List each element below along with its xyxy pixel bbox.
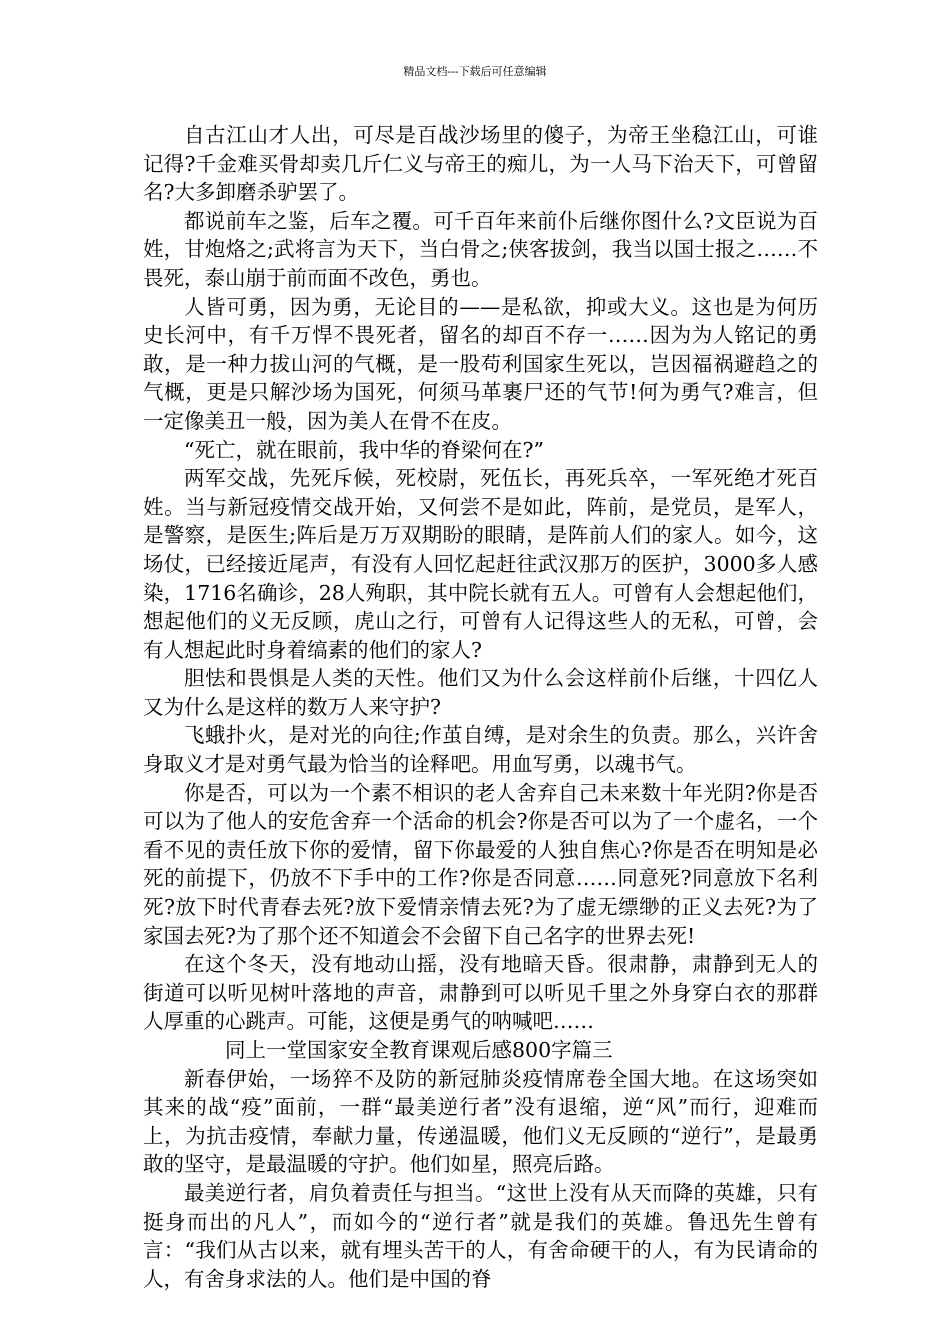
paragraph: 在这个冬天，没有地动山摇，没有地暗天昏。很肃静，肃静到无人的街道可以听见树叶落地的声音，肃静到可以听见千里之外身穿白衣的那群人厚重的心跳声。可能，这便是勇气的呐喊吧…… [143, 952, 818, 1034]
paragraph: 自古江山才人出，可尽是百战沙场里的傻子，为帝王坐稳江山，可谁记得?千金难买骨却卖几斤仁义与帝王的痴儿，为一人马下治天下，可曾留名?大多卸磨杀驴罢了。 [143, 123, 818, 205]
paragraph: 两军交战，先死斥候，死校尉，死伍长，再死兵卒，一军死绝才死百姓。当与新冠疫情交战开始，又何尝不是如此，阵前，是党员，是军人，是警察，是医生;阵后是万万双期盼的眼睛，是阵前人们的家人。如今，这场仗，已经接近尾声，有没有人回忆起赶往武汉那万的医护，3000多人感染，1716名确诊，28人殉职，其中院长就有五人。可曾有人会想起他们，想起他们的义无反顾，虎山之行，可曾有人记得这些人的无私，可曾，会有人想起此时身着缟素的他们的家人? [143, 466, 818, 662]
paragraph: “死亡，就在眼前，我中华的脊梁何在?” [184, 437, 544, 462]
paragraph: 胆怯和畏惧是人类的天性。他们又为什么会这样前仆后继，十四亿人又为什么是这样的数万人来守护? [143, 666, 818, 719]
document-body [143, 121, 818, 1293]
paragraph: 人皆可勇，因为勇，无论目的——是私欲，抑或大义。这也是为何历史长河中，有千万悍不畏死者，留名的却百不存一……因为为人铭记的勇敢，是一种力拔山河的气概，是一股苟利国家生死以，岂因福祸避趋之的气概，更是只解沙场为国死，何须马革裹尸还的气节!何为勇气?难言，但一定像美丑一般，因为美人在骨不在皮。 [143, 294, 818, 433]
paragraph: 飞蛾扑火，是对光的向往;作茧自缚，是对余生的负责。那么，兴许舍身取义才是对勇气最为恰当的诠释吧。用血写勇，以魂书气。 [143, 723, 818, 777]
paragraph: 你是否，可以为一个素不相识的老人舍弃自己未来数十年光阴?你是否可以为了他人的安危舍弃一个活命的机会?你是否可以为了一个虚名，一个看不见的责任放下你的爱情，留下你最爱的人独自焦心?你是否在明知是必死的前提下，仍放不下手中的工作?你是否同意……同意死?同意放下名利死?放下时代青春去死?放下爱情亲情去死?为了虚无缥缈的正义去死?为了家国去死?为了那个还不知道会不会留下自己名字的世界去死! [143, 780, 818, 948]
paragraph: 最美逆行者，肩负着责任与担当。“这世上没有从天而降的英雄，只有挺身而出的凡人”，而如今的“逆行者”就是我们的英雄。鲁迅先生曾有言：“我们从古以来，就有埋头苦干的人，有舍命硬干的人，有为民请命的人，有舍身求法的人。他们是中国的脊 [143, 1180, 818, 1291]
section-title: 同上一堂国家安全教育课观后感800字篇三 [225, 1038, 613, 1062]
paragraph: 新春伊始，一场猝不及防的新冠肺炎疫情席卷全国大地。在这场突如其来的战“疫”面前，一群“最美逆行者”没有退缩，逆“风”而行，迎难而上，为抗击疫情，奉献力量，传递温暖，他们义无反顾的“逆行”，是最勇敢的坚守，是最温暖的守护。他们如星，照亮后路。 [143, 1066, 818, 1177]
page-header: 精品文档---下载后可任意编辑 [403, 65, 547, 78]
paragraph: 都说前车之鉴，后车之覆。可千百年来前仆后继你图什么?文臣说为百姓，甘炮烙之;武将言为天下，当白骨之;侠客拔剑，我当以国士报之……不畏死，泰山崩于前而面不改色，勇也。 [143, 208, 818, 290]
